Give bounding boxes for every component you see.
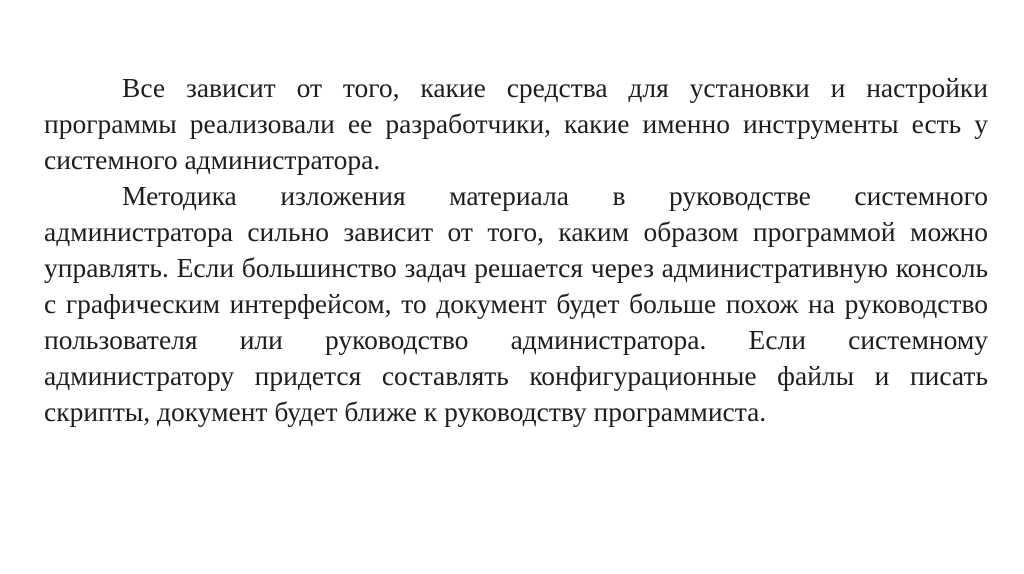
paragraph-1: Все зависит от того, какие средства для установки и настройки программы реализовали ее разработчики, какие именно инструменты есть у системного администратора. bbox=[44, 72, 988, 175]
text-block bbox=[44, 70, 988, 430]
paragraph-2: Методика изложения материала в руководстве системного администратора сильно зависит от того, каким образом программой можно управлять. Если большинство задач решается через административную консоль с графическим интерфейсом, то документ будет больше похож на руководство пользователя или руководство администратора. Если системному администратору придется составлять конфигурационные файлы и писать скрипты, документ будет ближе к руководству программиста. bbox=[44, 180, 988, 427]
